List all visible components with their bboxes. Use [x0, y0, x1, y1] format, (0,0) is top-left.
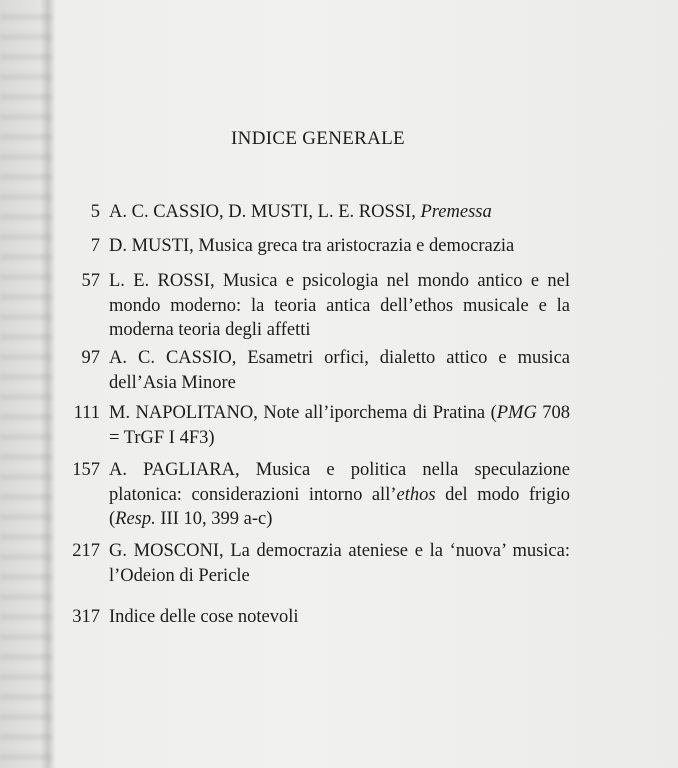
entry-title: Indice delle cose notevoli [109, 607, 299, 627]
entry-author: M. NAPOLITANO, [109, 403, 258, 423]
entry-title-italic: PMG [496, 403, 537, 423]
page-number: 317 [72, 607, 100, 627]
entry-title-end: del modo frigio ( [109, 484, 570, 529]
toc-entry [60, 458, 570, 532]
entry-author: A. C. CASSIO, D. MUSTI, L. E. ROSSI, [109, 202, 416, 222]
page-number: 5 [90, 202, 100, 222]
entry-title: La democrazia ateniese e la ‘nuova’ musica: l’Odeion di Pericle [109, 541, 570, 586]
page-number: 217 [72, 541, 100, 561]
entry-title: Note all’iporchema di Pratina ( [263, 403, 497, 423]
entry-author: A. C. CASSIO, [109, 348, 237, 368]
entry-title-italic: ethos [396, 484, 436, 505]
facing-page-edge [0, 0, 52, 768]
toc-entry [60, 234, 570, 259]
entry-title-end: III 10, 399 a-c) [155, 509, 273, 529]
toc-entry [60, 401, 570, 450]
page-number: 111 [73, 403, 100, 423]
toc-entry [60, 346, 570, 395]
page-number: 97 [81, 348, 100, 368]
page-number: 157 [72, 460, 100, 480]
entry-author: G. MOSCONI, [109, 541, 224, 561]
entry-title: Premessa [420, 202, 492, 222]
page-number: 7 [90, 236, 100, 256]
entry-author: A. PAGLIARA, [109, 460, 240, 480]
entry-title: Musica e psicologia nel mondo antico e nel mondo moderno: la teoria antica dell’ethos musicale e la moderna teoria degli affetti [109, 271, 570, 340]
entry-title: Musica e politica nella speculazione platonica: considerazioni intorno all’ [109, 460, 570, 505]
page-number: 57 [81, 271, 100, 291]
entry-title: Musica greca tra aristocrazia e democrazia [198, 236, 515, 256]
toc-entry [60, 269, 570, 343]
entry-title-italic: Resp. [115, 509, 156, 529]
page-title: INDICE GENERALE [231, 128, 405, 149]
entry-author: L. E. ROSSI, [109, 271, 215, 291]
toc-entry [60, 605, 570, 630]
toc-entry [60, 200, 570, 225]
toc-entry [60, 539, 570, 588]
entry-title-end: 708 = TrGF I 4F3) [109, 403, 571, 448]
entry-title: Esametri orfici, dialetto attico e musica dell’Asia Minore [109, 348, 570, 393]
entry-author: D. MUSTI, [109, 236, 194, 256]
